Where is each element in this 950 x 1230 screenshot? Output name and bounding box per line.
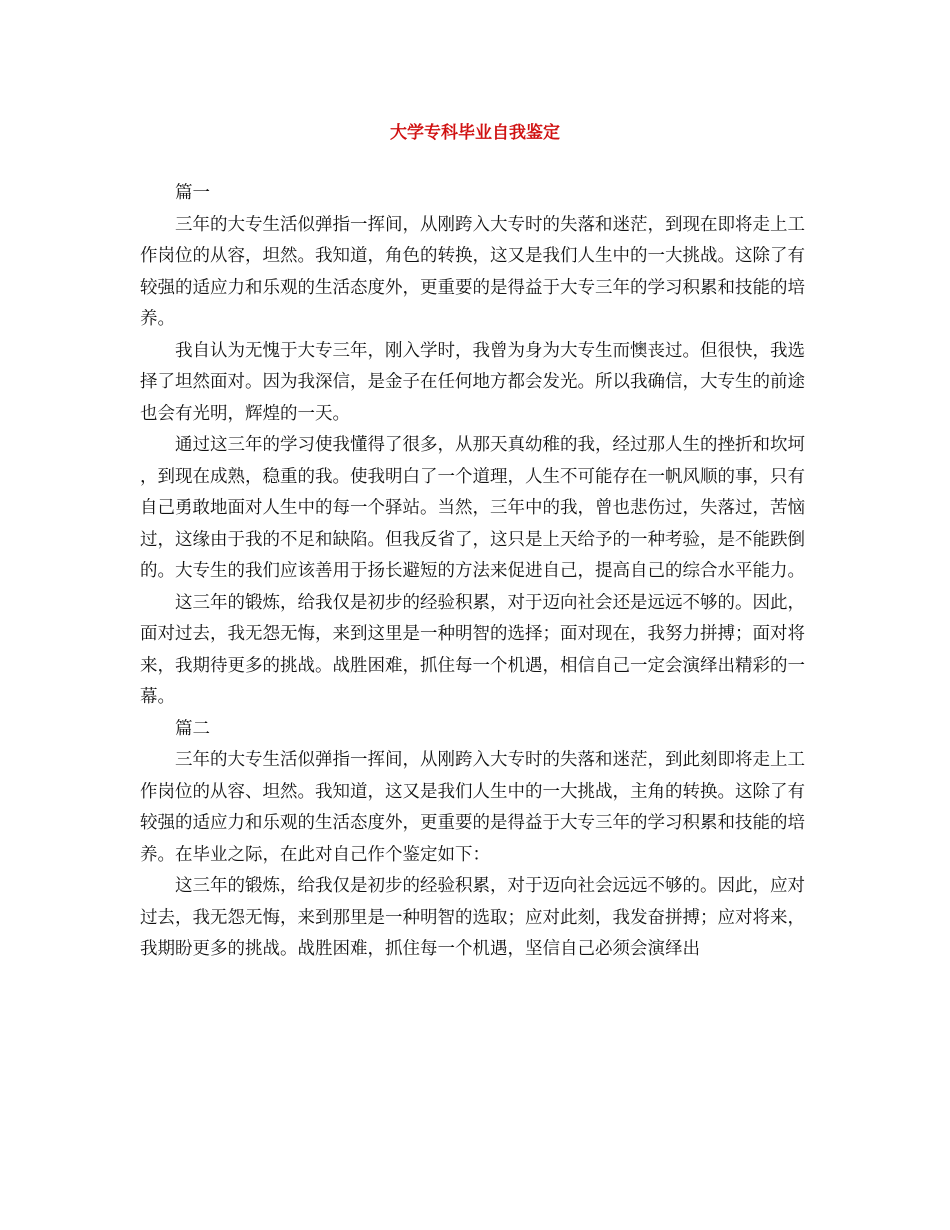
paragraph: 三年的大专生活似弹指一挥间，从刚跨入大专时的失落和迷茫，到现在即将走上工作岗位的从容，坦然。我知道，角色的转换，这又是我们人生中的一大挑战。这除了有较强的适应力和乐观的生活态度外，更重要的是得益于大专三年的学习积累和技能的培养。 bbox=[140, 214, 805, 329]
paragraph: 这三年的锻炼，给我仅是初步的经验积累，对于迈向社会还是远远不够的。因此，面对过去，我无怨无悔，来到这里是一种明智的选择；面对现在，我努力拼搏；面对将来，我期待更多的挑战。战胜困难，抓住每一个机遇，相信自己一定会演绎出精彩的一幕。 bbox=[140, 592, 805, 707]
paragraph: 我自认为无愧于大专三年，刚入学时，我曾为身为大专生而懊丧过。但很快，我选择了坦然面对。因为我深信，是金子在任何地方都会发光。所以我确信，大专生的前途也会有光明，辉煌的一天。 bbox=[140, 340, 805, 424]
paragraph: 三年的大专生活似弹指一挥间，从刚跨入大专时的失落和迷茫，到此刻即将走上工作岗位的从容、坦然。我知道，这又是我们人生中的一大挑战，主角的转换。这除了有较强的适应力和乐观的生活态度外，更重要的是得益于大专三年的学习积累和技能的培养。在毕业之际，在此对自己作个鉴定如下： bbox=[140, 750, 805, 865]
document-title: 大学专科毕业自我鉴定 bbox=[390, 123, 560, 143]
section-heading: 篇一 bbox=[175, 183, 210, 203]
section-heading: 篇二 bbox=[175, 718, 210, 739]
paragraph: 这三年的锻炼，给我仅是初步的经验积累，对于迈向社会远远不够的。因此，应对过去，我无怨无悔，来到那里是一种明智的选取；应对此刻，我发奋拼搏；应对将来，我期盼更多的挑战。战胜困难，抓住每一个机遇，坚信自己必须会演绎出 bbox=[140, 876, 805, 959]
document-body bbox=[140, 178, 812, 966]
paragraph: 通过这三年的学习使我懂得了很多，从那天真幼稚的我，经过那人生的挫折和坎坷，到现在成熟，稳重的我。使我明白了一个道理，人生不可能存在一帆风顺的事，只有自己勇敢地面对人生中的每一个驿站。当然，三年中的我，曾也悲伤过，失落过，苦恼过，这缘由于我的不足和缺陷。但我反省了，这只是上天给予的一种考验，是不能跌倒的。大专生的我们应该善用于扬长避短的方法来促进自己，提高自己的综合水平能力。 bbox=[140, 435, 805, 581]
